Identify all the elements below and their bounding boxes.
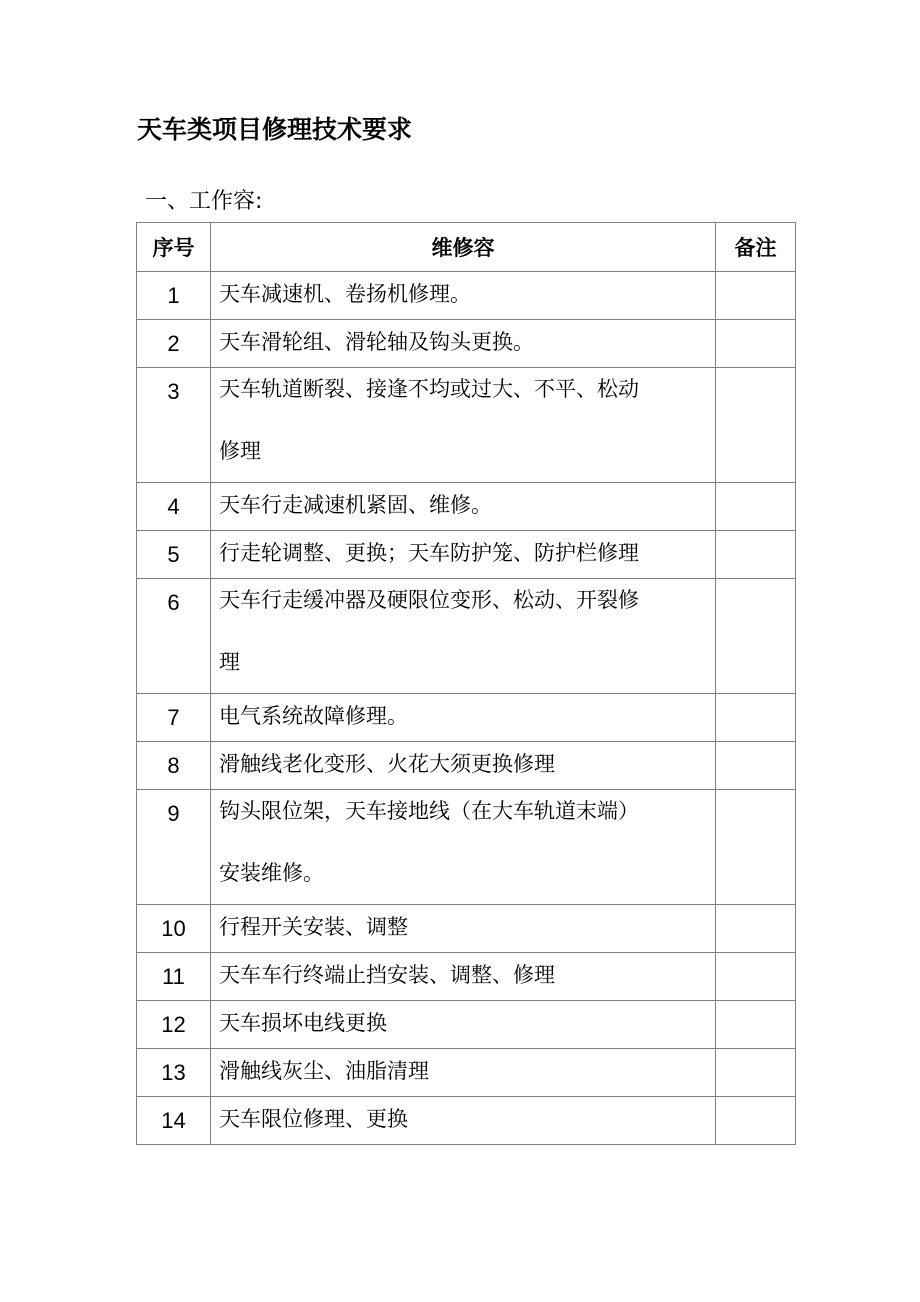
row-remark <box>716 790 796 905</box>
table-row <box>137 742 796 790</box>
row-content-text: 天车行走缓冲器及硬限位变形、松动、开裂修 理 <box>219 588 639 674</box>
work-content-table <box>136 222 796 1145</box>
table-row <box>137 320 796 368</box>
table-row <box>137 368 796 483</box>
table-row <box>137 1001 796 1049</box>
row-remark <box>716 368 796 483</box>
table-row <box>137 272 796 320</box>
row-remark <box>716 483 796 531</box>
row-content-text: 天车轨道断裂、接逢不均或过大、不平、松动 修理 <box>219 377 639 463</box>
row-content <box>211 790 716 905</box>
row-remark <box>716 694 796 742</box>
row-content <box>211 579 716 694</box>
table-header-row <box>137 223 796 272</box>
document-title: 天车类项目修理技术要求 <box>137 115 413 144</box>
row-no: 14 <box>137 1097 211 1145</box>
row-no: 8 <box>137 742 211 790</box>
row-remark <box>716 742 796 790</box>
section-heading: 一、工作容: <box>145 189 263 214</box>
row-content: 天车减速机、卷扬机修理。 <box>211 272 716 320</box>
row-remark <box>716 1001 796 1049</box>
row-content: 行程开关安装、调整 <box>211 905 716 953</box>
row-no: 12 <box>137 1001 211 1049</box>
header-content: 维修容 <box>211 223 716 272</box>
row-no: 6 <box>137 579 211 694</box>
row-content: 天车滑轮组、滑轮轴及钩头更换。 <box>211 320 716 368</box>
row-no: 11 <box>137 953 211 1001</box>
row-no: 3 <box>137 368 211 483</box>
row-no: 1 <box>137 272 211 320</box>
table-row <box>137 694 796 742</box>
row-remark <box>716 320 796 368</box>
row-content <box>211 368 716 483</box>
row-no: 10 <box>137 905 211 953</box>
row-no: 2 <box>137 320 211 368</box>
row-no: 7 <box>137 694 211 742</box>
row-no: 5 <box>137 531 211 579</box>
row-content: 天车损坏电线更换 <box>211 1001 716 1049</box>
row-remark <box>716 272 796 320</box>
row-content: 天车行走减速机紧固、维修。 <box>211 483 716 531</box>
table-row <box>137 1049 796 1097</box>
header-no: 序号 <box>137 223 211 272</box>
row-remark <box>716 579 796 694</box>
row-content: 行走轮调整、更换；天车防护笼、防护栏修理 <box>211 531 716 579</box>
row-content-text: 钩头限位架，天车接地线（在大车轨道末端） 安装维修。 <box>219 799 639 885</box>
row-no: 9 <box>137 790 211 905</box>
row-remark <box>716 1097 796 1145</box>
row-no: 13 <box>137 1049 211 1097</box>
table-row <box>137 905 796 953</box>
row-remark <box>716 905 796 953</box>
row-content: 天车限位修理、更换 <box>211 1097 716 1145</box>
row-content: 天车车行终端止挡安装、调整、修理 <box>211 953 716 1001</box>
table-row <box>137 483 796 531</box>
row-content: 滑触线灰尘、油脂清理 <box>211 1049 716 1097</box>
table-row <box>137 1097 796 1145</box>
row-content: 滑触线老化变形、火花大须更换修理 <box>211 742 716 790</box>
row-remark <box>716 531 796 579</box>
row-remark <box>716 1049 796 1097</box>
table-row <box>137 531 796 579</box>
header-remark: 备注 <box>716 223 796 272</box>
table-row <box>137 953 796 1001</box>
table-row <box>137 790 796 905</box>
row-content: 电气系统故障修理。 <box>211 694 716 742</box>
row-no: 4 <box>137 483 211 531</box>
row-remark <box>716 953 796 1001</box>
table-row <box>137 579 796 694</box>
